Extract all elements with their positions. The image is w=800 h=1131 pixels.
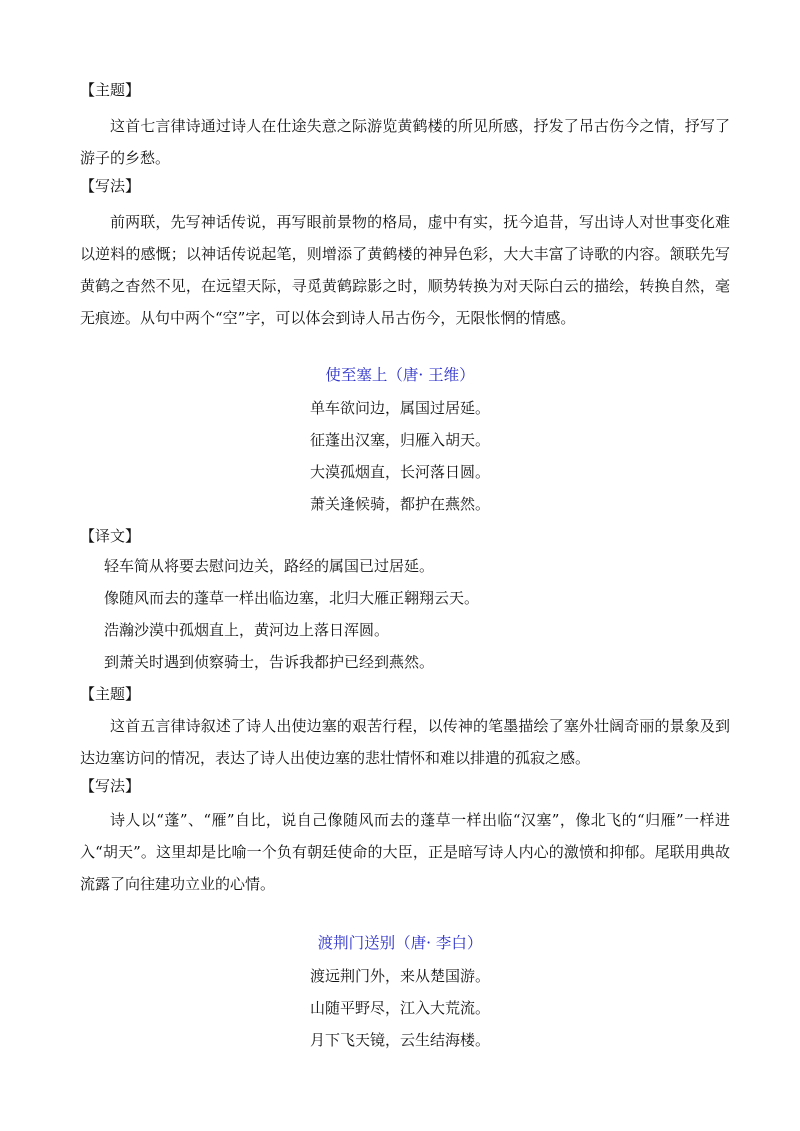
poem-line: 渡远荆门外，来从楚国游。 — [309, 967, 490, 985]
theme-heading-2: 【主题】 — [80, 685, 141, 703]
method-heading-2: 【写法】 — [80, 777, 141, 795]
poem-line: 征蓬出汉塞，归雁入胡天。 — [309, 431, 490, 449]
poem-title-3: 渡荆门送别（唐· 李白） — [317, 934, 483, 952]
method-paragraph-2: 诗人以“蓬”、“雁”自比，说自己像随风而去的蓬草一样出临“汉塞”，像北飞的“归雁”一样进入“胡天”。这里却是比喻一个负有朝廷使命的大臣，正是暗写诗人内心的激愤和抑郁。尾联用典故流露了向往建功立业的心情。 — [80, 811, 730, 893]
poem-line: 月下飞天镜，云生结海楼。 — [309, 1031, 490, 1049]
poem-line: 山随平野尽，江入大荒流。 — [309, 999, 490, 1017]
poem-line: 大漠孤烟直，长河落日圆。 — [309, 463, 490, 481]
method-heading-1: 【写法】 — [80, 177, 141, 195]
poem-line: 单车欲问边，属国过居延。 — [309, 399, 490, 417]
method-paragraph-1: 前两联，先写神话传说，再写眼前景物的格局，虚中有实，抚今追昔，写出诗人对世事变化难以逆料的感慨；以神话传说起笔，则增添了黄鹤楼的神异色彩，大大丰富了诗歌的内容。颔联先写黄鹤之杳然不见，在远望天际，寻觅黄鹤踪影之时，顺势转换为对天际白云的描绘，转换自然，毫无痕迹。从句中两个“空”字，可以体会到诗人吊古伤今，无限怅惘的情感。 — [80, 213, 730, 327]
translation-line: 像随风而去的蓬草一样出临边塞，北归大雁正翱翔云天。 — [104, 589, 480, 607]
translation-line: 浩瀚沙漠中孤烟直上，黄河边上落日浑圆。 — [104, 621, 390, 639]
theme-heading-1: 【主题】 — [80, 81, 141, 99]
poem-line: 萧关逢候骑，都护在燕然。 — [309, 495, 490, 513]
translation-line: 到萧关时遇到侦察骑士，告诉我都护已经到燕然。 — [104, 653, 435, 671]
theme-paragraph-2: 这首五言律诗叙述了诗人出使边塞的艰苦行程，以传神的笔墨描绘了塞外壮阔奇丽的景象及到达边塞访问的情况，表达了诗人出使边塞的悲壮情怀和难以排遣的孤寂之感。 — [80, 717, 730, 767]
theme-paragraph-1: 这首七言律诗通过诗人在仕途失意之际游览黄鹤楼的所见所感，抒发了吊古伤今之情，抒写了游子的乡愁。 — [80, 117, 730, 167]
translation-heading: 【译文】 — [80, 527, 141, 545]
translation-line: 轻车简从将要去慰问边关，路经的属国已过居延。 — [104, 557, 435, 575]
poem-title-2: 使至塞上（唐· 王维） — [325, 366, 475, 384]
